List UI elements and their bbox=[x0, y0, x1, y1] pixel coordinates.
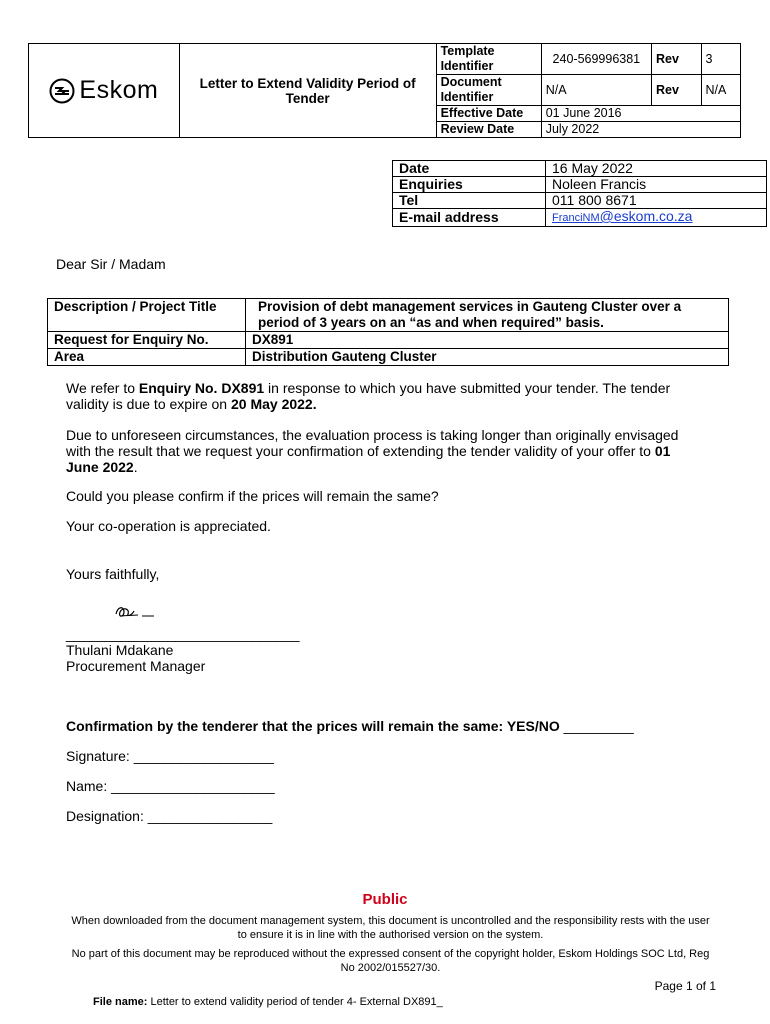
template-identifier-value: 240-569996381 bbox=[541, 44, 651, 75]
rev-value: 3 bbox=[701, 44, 740, 75]
eskom-logo-icon bbox=[49, 78, 75, 104]
logo-cell bbox=[29, 44, 180, 138]
paragraph-appreciation: Your co-operation is appreciated. bbox=[66, 518, 271, 534]
date-label: Date bbox=[393, 161, 546, 177]
area-value: Distribution Gauteng Cluster bbox=[246, 349, 729, 366]
email-label: E-mail address bbox=[393, 209, 546, 227]
rfe-label: Request for Enquiry No. bbox=[48, 332, 246, 349]
signature-line: ______________________________ bbox=[66, 626, 300, 642]
confirmation-statement: Confirmation by the tenderer that the prices will remain the same: YES/NO _________ bbox=[66, 718, 634, 734]
document-header-table bbox=[28, 43, 741, 138]
signatory-name: Thulani Mdakane bbox=[66, 642, 174, 658]
name-field[interactable]: Name: _____________________ bbox=[66, 778, 275, 794]
email-cell bbox=[546, 209, 767, 227]
handwritten-signature bbox=[112, 602, 160, 622]
enquiries-value: Noleen Francis bbox=[546, 177, 767, 193]
rev-label: Rev bbox=[651, 44, 701, 75]
effective-date-label: Effective Date bbox=[436, 106, 541, 122]
description-label: Description / Project Title bbox=[48, 299, 246, 332]
signature-field[interactable]: Signature: __________________ bbox=[66, 748, 274, 764]
template-identifier-label: Template Identifier bbox=[436, 44, 541, 75]
eskom-logo bbox=[33, 78, 175, 104]
salutation: Dear Sir / Madam bbox=[56, 256, 166, 272]
review-date-label: Review Date bbox=[436, 122, 541, 138]
review-date-value: July 2022 bbox=[541, 122, 740, 138]
tel-value: 011 800 8671 bbox=[546, 193, 767, 209]
enquiries-label: Enquiries bbox=[393, 177, 546, 193]
rfe-value: DX891 bbox=[246, 332, 729, 349]
signatory-title: Procurement Manager bbox=[66, 658, 206, 674]
date-value: 16 May 2022 bbox=[546, 161, 767, 177]
document-identifier-value: N/A bbox=[541, 75, 651, 106]
logo-text: Eskom bbox=[79, 76, 159, 104]
project-details-table bbox=[47, 298, 729, 366]
document-identifier-label: Document Identifier bbox=[436, 75, 541, 106]
rev-label-2: Rev bbox=[651, 75, 701, 106]
paragraph-enquiry: We refer to Enquiry No. DX891 in response to which you have submitted your tender. The tender validity is due to expire on 20 May 2022. bbox=[66, 380, 671, 412]
rev-value-2: N/A bbox=[701, 75, 740, 106]
area-label: Area bbox=[48, 349, 246, 366]
paragraph-extension: Due to unforeseen circumstances, the evaluation process is taking longer than originally envisaged with the result that we request your confirmation of extending the tender validity of your offer to 01 June 2022. bbox=[66, 427, 679, 475]
document-title: Letter to Extend Validity Period of Tender bbox=[179, 44, 436, 138]
file-name: File name: Letter to extend validity period of tender 4- External DX891_ bbox=[93, 996, 443, 1008]
closing: Yours faithfully, bbox=[66, 566, 160, 582]
tel-label: Tel bbox=[393, 193, 546, 209]
description-value: Provision of debt management services in Gauteng Cluster over a period of 3 years on an “as and when required” basis. bbox=[246, 299, 729, 332]
effective-date-value: 01 June 2016 bbox=[541, 106, 740, 122]
footer-disclaimer-2: No part of this document may be reproduced without the expressed consent of the copyright holder, Eskom Holdings SOC Ltd, Reg No 2002/015527/30. bbox=[71, 948, 710, 974]
page-number: Page 1 of 1 bbox=[654, 979, 716, 993]
email-link[interactable]: FranciNM@eskom.co.za bbox=[552, 208, 693, 224]
footer-disclaimer-1: When downloaded from the document management system, this document is uncontrolled and the responsibility rests with the user to ensure it is in line with the authorised version on the system. bbox=[71, 915, 710, 941]
paragraph-confirm: Could you please confirm if the prices will remain the same? bbox=[66, 488, 439, 504]
classification-label: Public bbox=[362, 891, 408, 908]
contact-details-table bbox=[392, 160, 767, 227]
designation-field[interactable]: Designation: ________________ bbox=[66, 808, 273, 824]
